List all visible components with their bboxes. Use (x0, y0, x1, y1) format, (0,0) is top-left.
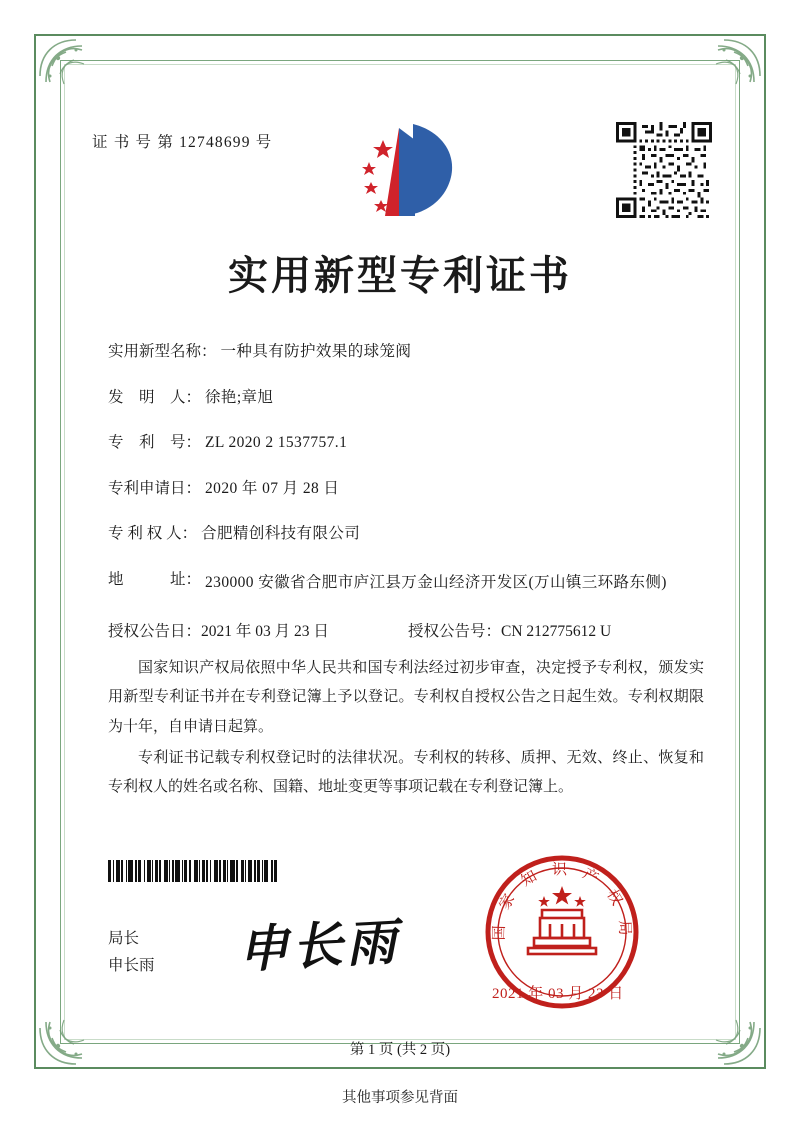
field-label: 专 利 号： (108, 434, 202, 452)
field-list (108, 340, 708, 649)
grant-number-label: 授权公告号： (408, 622, 502, 640)
footer-note: 其他事项参见背面 (342, 1090, 458, 1106)
field-value: 徐艳;章旭 (205, 388, 274, 406)
corner-ornament-icon (36, 36, 122, 122)
grant-row (108, 619, 708, 641)
field-label: 地 址： (108, 570, 202, 588)
grant-date-cell (108, 619, 408, 641)
paragraph-2: 专利证书记载专利权登记时的法律状况。专利权的转移、质押、无效、终止、恢复和专利权人的姓名或名称、国籍、地址变更等事项记载在专利登记簿上。 (108, 749, 704, 795)
legal-text (108, 654, 704, 804)
field-label: 专 利 权 人： (108, 525, 198, 543)
svg-text:国 家 知 识 产 权 局: 国 家 知 识 产 权 局 (489, 860, 635, 941)
grant-number-cell (408, 619, 708, 641)
field-value: 一种具有防护效果的球笼阀 (220, 343, 412, 360)
grant-number-value: CN 212775612 U (501, 622, 612, 640)
signature-role-label: 局长 (108, 930, 140, 947)
grant-date-value: 2021 年 03 月 23 日 (201, 622, 329, 640)
field-patentee (108, 522, 708, 546)
field-application-date (108, 477, 708, 501)
corner-ornament-icon (678, 36, 764, 122)
field-address (108, 568, 708, 597)
field-label: 专利申请日： (108, 479, 202, 497)
barcode (108, 860, 318, 882)
cnipa-logo-icon (355, 118, 465, 226)
field-label: 发 明 人： (108, 388, 202, 406)
grant-date-label: 授权公告日： (108, 622, 202, 640)
field-utility-model-name (108, 340, 708, 364)
signature-block (108, 925, 155, 979)
field-inventor (108, 386, 708, 410)
handwritten-signature: 申长雨 (236, 911, 402, 980)
field-patent-number (108, 431, 708, 455)
seal-date: 2021 年 03 月 23 日 (492, 986, 624, 1002)
field-value: 2020 年 07 月 28 日 (205, 479, 340, 497)
certificate-number: 证 书 号 第 12748699 号 (92, 134, 273, 151)
field-value: ZL 2020 2 1537757.1 (205, 434, 348, 452)
qr-code-icon (616, 122, 712, 218)
field-value: 合肥精创科技有限公司 (201, 525, 361, 543)
signature-name-label: 申长雨 (108, 957, 155, 975)
field-label: 实用新型名称： (108, 343, 217, 360)
page-title: 实用新型专利证书 (228, 252, 572, 299)
paragraph-1: 国家知识产权局依照中华人民共和国专利法经过初步审查，决定授予专利权，颁发实用新型专利证书并在专利登记簿上予以登记。专利权自授权公告之日起生效。专利权期限为十年，自申请日起算。 (108, 660, 704, 735)
page-number: 第 1 页 (共 2 页) (349, 1042, 451, 1058)
field-value: 230000 安徽省合肥市庐江县万金山经济开发区(万山镇三环路东侧) (205, 573, 667, 591)
